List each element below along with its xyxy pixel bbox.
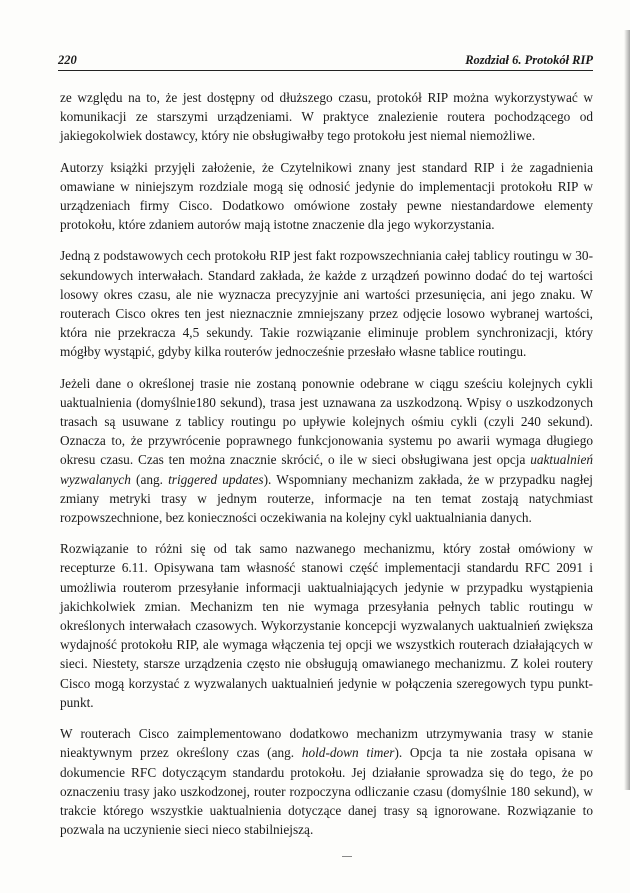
paragraph-4 (60, 374, 593, 528)
page-header (58, 48, 593, 71)
paragraph-text: (ang. (130, 471, 169, 487)
paragraph-text: ). Opcja ta nie została opisana w dokumencie RFC dotyczącym standardu protokołu. Jej działanie sprowadza się do tego, że po oznaczeniu trasy jako uszkodzonej, router rozpoczyna odliczanie czasu (domyślnie 180 sekund), w trakcie którego wszystkie uaktualnienia dotyczące danej trasy są ignorowane. Rozwiązanie to pozwala na uczynienie sieci nieco stabilniejszą. (60, 745, 593, 838)
paragraph-text: Jedną z podstawowych cech protokołu RIP jest fakt rozpowszechniania całej tablicy routingu w 30-sekundowych interwałach. Standard zakłada, że każde z urządzeń powinno dodać do tej wartości losowy okres czasu, ale nie wyznacza precyzyjnie ani wartości przesunięcia, ani jego znaku. W routerach Cisco okres ten jest nieznacznie zmniejszany przez odjęcie losowo wybranej wartości, która nie przekracza 4,5 sekundy. Takie rozwiązanie eliminuje problem synchronizacji, który mógłby wystąpić, gdyby kilka routerów jednocześnie przesłało własne tablice routingu. (60, 248, 593, 360)
paragraph-text: ). Wspomniany mechanizm zakłada, że w przypadku nagłej zmiany metryki trasy w jednym routerze, informacje na ten temat zostają natychmiast rozpowszechnione, bez konieczności oczekiwania na kolejny cykl uaktualniania danych. (60, 471, 594, 526)
paragraph-text: Autorzy książki przyjęli założenie, że Czytelnikowi znany jest standard RIP i że zagadnienia omawiane w niniejszym rozdziale mogą się odnosić jedynie do implementacji protokołu RIP w urządzeniach firmy Cisco. Dodatkowo omówione zostały pewne niestandardowe elementy protokołu, które zdaniem autorów mają istotne znaczenie dla jego wykorzystania. (60, 159, 593, 233)
running-title: Rozdział 6. Protokół RIP (465, 53, 593, 67)
page-edge-shadow (624, 30, 630, 790)
paragraph-text: W routerach Cisco zaimplementowano dodatkowo mechanizm utrzymywania trasy w stanie nieaktywnym przez określony czas (ang. (60, 726, 593, 761)
paragraph-text: Jeżeli dane o określonej trasie nie zostaną ponownie odebrane w ciągu sześciu kolejnych cykli uaktualnienia (domyślnie180 sekund), trasa jest uznawana za uszkodzoną. Wpisy o uszkodzonych trasach są usuwane z tablicy routingu po upływie kolejnych ośmiu cykli (czyli 240 sekund). Oznacza to, że przywrócenie poprawnego funkcjonowania systemu po awarii wymaga długiego okresu czasu. Czas ten można znacznie skrócić, o ile w sieci obsługiwana jest opcja (60, 375, 593, 468)
body-text (60, 88, 593, 851)
paragraph-1 (60, 88, 593, 146)
paragraph-5 (60, 539, 593, 712)
italic-term: triggered updates (168, 471, 264, 487)
paragraph-2 (60, 158, 593, 235)
italic-term: hold-down timer (301, 745, 395, 761)
paragraph-text: Rozwiązanie to różni się od tak samo nazwanego mechanizmu, który został omówiony w recepturze 6.11. Opisywana tam własność stanowi część implementacji standardu RFC 2091 i umożliwia routerom przesyłanie informacji uaktualniających jedynie w przypadku wystąpienia jakichkolwiek zmian. Mechanizm ten nie wymaga przesyłania pełnych tablic routingu w określonych interwałach czasowych. Wykorzystanie koncepcji wyzwalanych uaktualnień zwiększa wydajność protokołu RIP, ale wymaga włączenia tej opcji we wszystkich routerach działających w sieci. Niestety, starsze urządzenia często nie obsługują omawianego mechanizmu. Z kolei routery Cisco mogą korzystać z wyzwalanych uaktualnień jedynie w połączenia szeregowych typu punkt-punkt. (60, 541, 593, 710)
paragraph-text: ze względu na to, że jest dostępny od dłuższego czasu, protokół RIP można wykorzystywać w komunikacji ze starszymi urządzeniami. W praktyce znalezienie routera pochodzącego od jakiegokolwiek dostawcy, który nie obsługiwałby tego protokołu jest niemal niemożliwe. (60, 90, 593, 144)
page-number: 220 (58, 53, 77, 67)
paragraph-3 (60, 246, 593, 361)
italic-term: uaktualnień wyzwalanych (60, 452, 593, 487)
footer-mark (342, 856, 352, 857)
paragraph-6 (60, 724, 593, 839)
